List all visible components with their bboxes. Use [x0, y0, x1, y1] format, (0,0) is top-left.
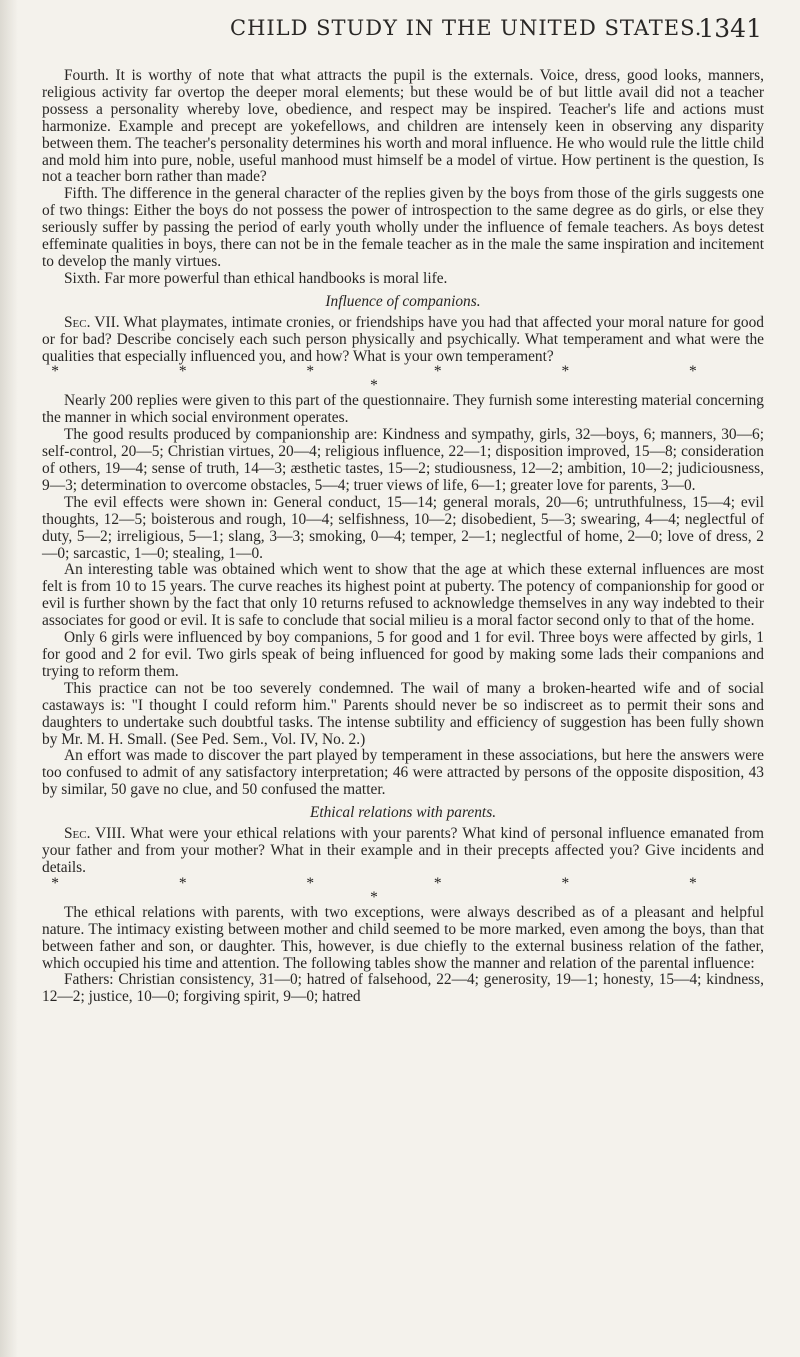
paragraph-good-results: The good results produced by companionship are: Kindness and sympathy, girls, 32—boys, 6; manners, 30—6; self-control, 20—5; Christian virtues, 20—4; religious influence, 22—1; disposition improved, 15—8; consideration of others, 19—4; sense of truth, 14—3; æsthetic tastes, 15—2; studiousness, 12—2; ambition, 10—2; judiciousness, 9—3; determination to overcome obstacles, 5—4; truer views of life, 6—1; greater love for parents, 3—0. — [42, 426, 764, 494]
paragraph-evil-effects: The evil effects were shown in: General conduct, 15—14; general morals, 20—6; untruthfulness, 15—4; evil thoughts, 12—5; boisterous and rough, 10—4; selfishness, 10—2; disobedient, 5—3; swearing, 4—4; neglectful of duty, 5—2; irreligious, 5—1; slang, 3—3; smoking, 0—4; temper, 2—1; neglectful of home, 2—0; love of dress, 2—0; sarcastic, 1—0; stealing, 1—0. — [42, 493, 764, 562]
page-header — [80, 14, 762, 50]
section-8-label: Sec. VIII. — [64, 825, 126, 843]
paragraph-temperament: An effort was made to discover the part played by temperament in these associations, but here the answers were too confused to admit of any satisfactory interpretation; 46 were attracted by persons of the opposite disposition, 43 by similar, 50 gave no clue, and 50 confused the matter. — [42, 747, 764, 799]
section-8-question — [42, 826, 764, 877]
subheading-companions: Influence of companions. — [325, 292, 481, 310]
page-gutter-shadow — [0, 0, 18, 1357]
section-7-text: What playmates, intimate cronies, or friendships have you had that affected your moral nature for good or for bad? Describe concisely each such person physically and psychically. What temperament and what were the qualities that especially influenced you, and how? What is your own temperament? — [42, 313, 764, 365]
paragraph-practice: This practice can not be too severely condemned. The wail of many a broken-hearted wife and of social castaways is: "I thought I could reform him." Parents should never be so indiscreet as to permit their sons and daughters to undertake such doubtful tasks. The intense subtility and efficiency of suggestion has been fully shown by Mr. M. H. Small. (See Ped. Sem., Vol. IV, No. 2.) — [42, 679, 764, 748]
paragraph-fifth: Fifth. The difference in the general character of the replies given by the boys from those of the girls suggests one of two things: Either the boys do not possess the power of introspection to the same degree as do girls, or else they seriously suffer by passing the period of early youth wholly under the influence of female teachers. As boys detest effeminate qualities in boys, there can not be in the female teacher as in the male the same inspiration and incitement to develop the manly virtues. — [42, 185, 764, 270]
paragraph-fourth: Fourth. It is worthy of note that what attracts the pupil is the externals. Voice, dress, good looks, manners, religious activity far overtop the deeper moral elements; but these would be of but little avail did not a teacher possess a personality whereby love, obedience, and respect may be inspired. Teacher's life and actions must harmonize. Example and precept are yokefellows, and children are intensely keen in observing any disparity between them. The teacher's personality determines his worth and moral influence. He who would rule the little child and mold him into pure, noble, useful manhood must himself be a model of virtue. How pertinent is the question, Is not a teacher born rather than made? — [42, 67, 764, 186]
paragraph-fathers: Fathers: Christian consistency, 31—0; hatred of falsehood, 22—4; generosity, 19—1; honesty, 15—4; kindness, 12—2; justice, 10—0; forgiving spirit, 9—0; hatred — [42, 971, 764, 1006]
body-text — [42, 68, 764, 1006]
omission-stars: * * * * * * * — [51, 874, 755, 906]
paragraph-ethical-relations: The ethical relations with parents, with two exceptions, were always described as of a pleasant and helpful nature. The intimacy existing between mother and child seemed to be more marked, even among the boys, than that between father and son, or daughter. This, however, is due chiefly to the external business relation of the father, which occupied his time and attention. The following tables show the manner and relation of the parental influence: — [42, 903, 764, 972]
section-8-text: What were your ethical relations with your parents? What kind of personal influence emanated from your father and from your mother? What in their example and in their precepts affected you? Give incidents and details. — [42, 825, 764, 876]
section-7-label: Sec. VII. — [64, 313, 120, 331]
section-7-question — [42, 315, 764, 366]
paragraph-age-table: An interesting table was obtained which went to show that the age at which these external influences are most felt is from 10 to 15 years. The curve reaches its highest point at puberty. The potency of companionship for good or evil is further shown by the fact that only 10 returns refused to acknowledge themselves in any way indebted to their associates for good or evil. It is safe to conclude that social milieu is a moral factor second only to that of the home. — [42, 561, 764, 630]
page-number: 1341 — [698, 14, 762, 43]
subheading-parents: Ethical relations with parents. — [309, 804, 497, 822]
omission-stars: * * * * * * * — [51, 363, 755, 395]
running-head: CHILD STUDY IN THE UNITED STATES. — [230, 16, 703, 40]
paragraph-sixth: Sixth. Far more powerful than ethical handbooks is moral life. — [64, 269, 448, 287]
paragraph-replies: Nearly 200 replies were given to this part of the questionnaire. They furnish some interesting material concerning the manner in which social environment operates. — [42, 392, 764, 427]
paragraph-girls-boys: Only 6 girls were influenced by boy companions, 5 for good and 1 for evil. Three boys were affected by girls, 1 for good and 2 for evil. Two girls speak of being influenced for good by making some lads their companions and trying to reform them. — [42, 629, 764, 680]
